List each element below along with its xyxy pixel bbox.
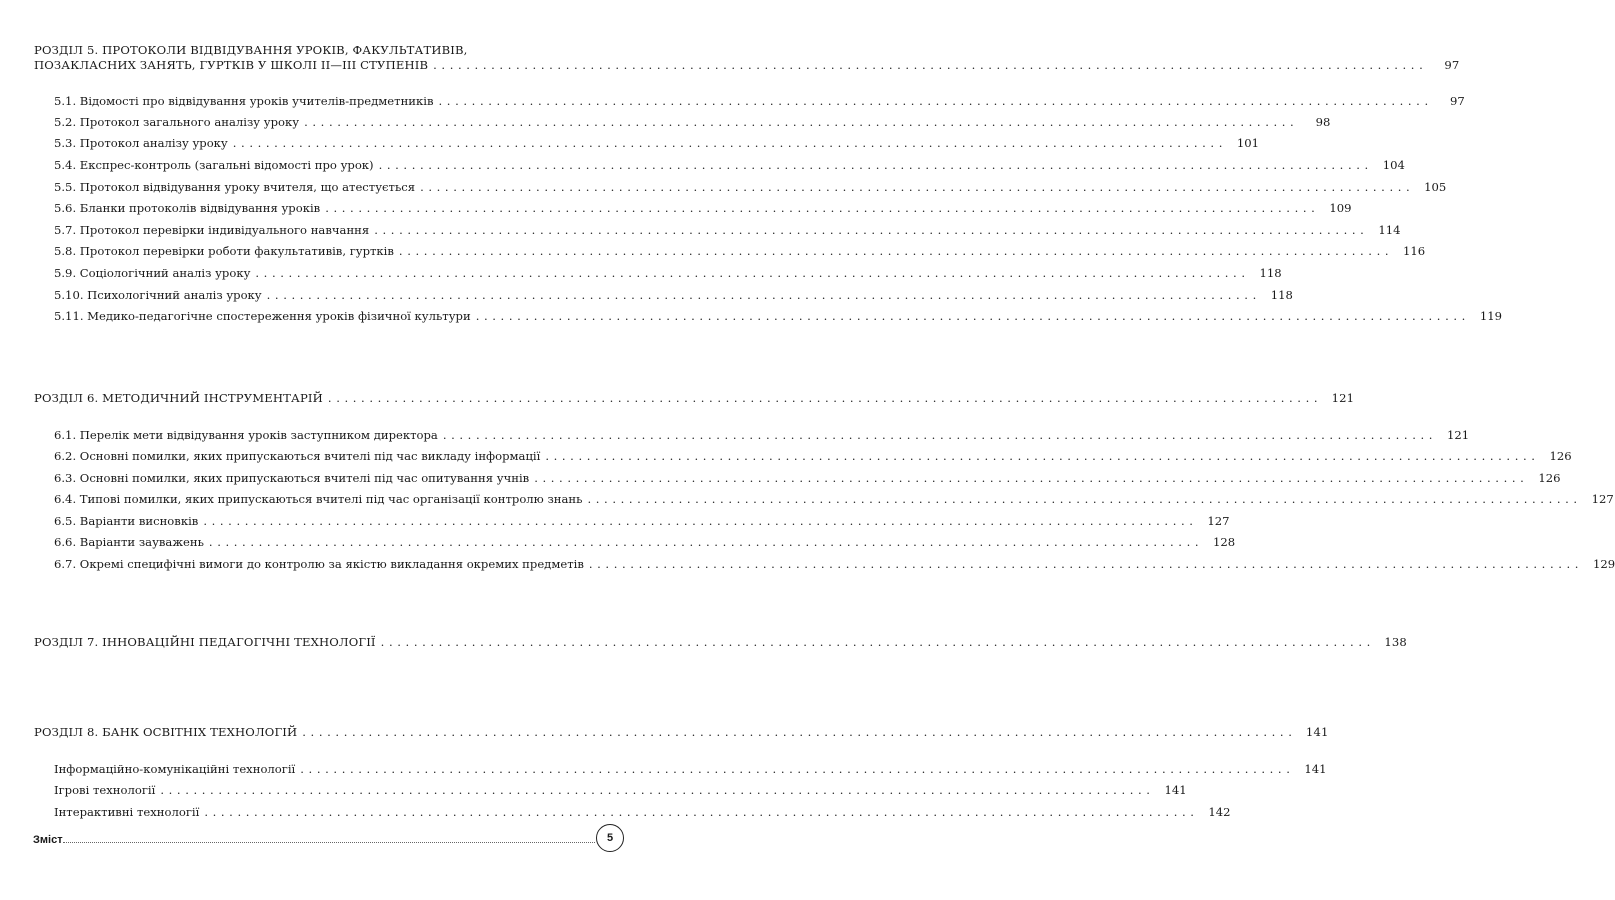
toc-entry-page: 141 — [1304, 762, 1327, 776]
toc-entry-5-5[interactable] — [54, 180, 1447, 194]
toc-entry-6-2[interactable] — [54, 449, 1572, 463]
toc-entry-label: 5.8. Протокол перевірки роботи факультативів, гуртків — [54, 244, 394, 258]
toc-entry-label: 5.1. Відомості про відвідування уроків учителів-предметників — [54, 94, 434, 108]
dot-leader: ........................................................................................................................ — [325, 201, 1320, 215]
toc-entry-label: 6.3. Основні помилки, яких припускаються вчителі під час опитування учнів — [54, 471, 530, 485]
toc-entry-8-2[interactable] — [54, 783, 1187, 797]
toc-entry-page: 119 — [1479, 309, 1502, 323]
toc-entry-label: Ігрові технології — [54, 783, 156, 797]
toc-entry-label: 5.10. Психологічний аналіз уроку — [54, 288, 262, 302]
footer-dotted-rule — [63, 842, 595, 843]
section-7-heading[interactable] — [34, 635, 1407, 649]
dot-leader: ........................................................................................................................ — [545, 449, 1540, 463]
toc-entry-6-7[interactable] — [54, 557, 1615, 571]
toc-entry-5-11[interactable] — [54, 309, 1502, 323]
dot-leader: ........................................................................................................................ — [300, 762, 1295, 776]
section-8-page: 141 — [1305, 725, 1329, 739]
toc-entry-5-10[interactable] — [54, 288, 1293, 302]
dot-leader: ........................................................................................................................ — [380, 635, 1375, 649]
toc-entry-page: 127 — [1207, 514, 1230, 528]
dot-leader: ........................................................................................................................ — [266, 288, 1261, 302]
section-5-title-line1: РОЗДІЛ 5. ПРОТОКОЛИ ВІДВІДУВАННЯ УРОКІВ, ФАКУЛЬТАТИВІВ, — [34, 43, 468, 57]
toc-entry-label: 6.2. Основні помилки, яких припускаються вчителі під час викладу інформації — [54, 449, 541, 463]
dot-leader: ........................................................................................................................ — [203, 514, 1198, 528]
dot-leader: ........................................................................................................................ — [208, 535, 1204, 549]
toc-entry-page: 114 — [1378, 223, 1401, 237]
dot-leader: ........................................................................................................................ — [398, 244, 1394, 258]
toc-entry-page: 141 — [1164, 783, 1187, 797]
toc-entry-label: 6.1. Перелік мети відвідування уроків заступником директора — [54, 428, 438, 442]
dot-leader: ........................................................................................................................ — [327, 391, 1323, 405]
toc-entry-5-9[interactable] — [54, 266, 1282, 280]
toc-entry-label: 5.7. Протокол перевірки індивідуального навчання — [54, 223, 370, 237]
toc-entry-page: 126 — [1538, 471, 1561, 485]
dot-leader: ........................................................................................................................ — [232, 136, 1227, 150]
page-number-badge: 5 — [596, 824, 624, 852]
toc-entry-page: 128 — [1213, 535, 1236, 549]
toc-entry-6-6[interactable] — [54, 535, 1236, 549]
section-5-page: 97 — [1444, 58, 1460, 72]
toc-entry-label: 6.6. Варіанти зауважень — [54, 535, 204, 549]
toc-entry-8-1[interactable] — [54, 762, 1327, 776]
toc-entry-label: 6.7. Окремі специфічні вимоги до контролю за якістю викладання окремих предметів — [54, 557, 584, 571]
toc-entry-label: 6.4. Типові помилки, яких припускаються вчителі під час організації контролю знань — [54, 492, 583, 506]
section-7-page: 138 — [1384, 635, 1407, 649]
toc-entry-6-1[interactable] — [54, 428, 1470, 442]
toc-entry-page: 118 — [1259, 266, 1282, 280]
toc-entry-5-7[interactable] — [54, 223, 1401, 237]
toc-entry-5-8[interactable] — [54, 244, 1426, 258]
toc-entry-6-5[interactable] — [54, 514, 1230, 528]
toc-entry-page: 118 — [1270, 288, 1293, 302]
toc-entry-5-4[interactable] — [54, 158, 1405, 172]
dot-leader: ........................................................................................................................ — [438, 94, 1433, 108]
section-8-heading[interactable] — [34, 725, 1329, 739]
toc-entry-page: 127 — [1591, 492, 1614, 506]
toc-entry-label: 5.3. Протокол аналізу уроку — [54, 136, 228, 150]
toc-entry-5-3[interactable] — [54, 136, 1259, 150]
section-7-title: РОЗДІЛ 7. ІННОВАЦІЙНІ ПЕДАГОГІЧНІ ТЕХНОЛОГІЇ — [34, 635, 376, 649]
section-6-page: 121 — [1331, 391, 1355, 405]
section-8-title: РОЗДІЛ 8. БАНК ОСВІТНІХ ТЕХНОЛОГІЙ — [34, 725, 298, 739]
toc-entry-page: 129 — [1592, 557, 1615, 571]
section-5-title-line2: ПОЗАКЛАСНИХ ЗАНЯТЬ, ГУРТКІВ У ШКОЛІ ІІ—ІІІ СТУПЕНІВ — [34, 58, 429, 72]
dot-leader: ........................................................................................................................ — [420, 180, 1415, 194]
dot-leader: ........................................................................................................................ — [160, 783, 1155, 797]
toc-entry-label: 5.11. Медико-педагогічне спостереження уроків фізичної культури — [54, 309, 471, 323]
dot-leader: ........................................................................................................................ — [304, 115, 1299, 129]
section-6-heading[interactable] — [34, 391, 1355, 405]
toc-entry-8-3[interactable] — [54, 805, 1231, 819]
toc-entry-page: 105 — [1424, 180, 1447, 194]
dot-leader: ........................................................................................................................ — [204, 805, 1199, 819]
toc-entry-page: 98 — [1315, 115, 1331, 129]
toc-entry-6-3[interactable] — [54, 471, 1561, 485]
toc-entry-page: 116 — [1403, 244, 1426, 258]
toc-entry-label: 5.9. Соціологічний аналіз уроку — [54, 266, 251, 280]
toc-entry-label: 5.2. Протокол загального аналізу уроку — [54, 115, 300, 129]
footer-title: Зміст — [33, 834, 63, 846]
dot-leader: ........................................................................................................................ — [378, 158, 1373, 172]
toc-entry-5-2[interactable] — [54, 115, 1331, 129]
toc-entry-page: 104 — [1382, 158, 1405, 172]
toc-entry-page: 126 — [1549, 449, 1572, 463]
toc-entry-6-4[interactable] — [54, 492, 1614, 506]
toc-entry-page: 109 — [1329, 201, 1352, 215]
dot-leader: ........................................................................................................................ — [534, 471, 1529, 485]
dot-leader: ........................................................................................................................ — [374, 223, 1369, 237]
dot-leader: ........................................................................................................................ — [255, 266, 1250, 280]
dot-leader: ........................................................................................................................ — [475, 309, 1470, 323]
toc-entry-5-1[interactable] — [54, 94, 1465, 108]
toc-entry-page: 121 — [1446, 428, 1470, 442]
toc-entry-label: 5.5. Протокол відвідування уроку вчителя, що атестується — [54, 180, 416, 194]
toc-entry-label: 5.4. Експрес-контроль (загальні відомості про урок) — [54, 158, 374, 172]
dot-leader: ........................................................................................................................ — [442, 428, 1438, 442]
toc-entry-page: 101 — [1236, 136, 1259, 150]
section-5-heading[interactable] — [34, 58, 1460, 72]
toc-entry-label: Інтерактивні технології — [54, 805, 200, 819]
dot-leader: ........................................................................................................................ — [588, 557, 1584, 571]
toc-entry-label: 5.6. Бланки протоколів відвідування уроків — [54, 201, 321, 215]
section-6-title: РОЗДІЛ 6. МЕТОДИЧНИЙ ІНСТРУМЕНТАРІЙ — [34, 391, 323, 405]
toc-entry-page: 97 — [1450, 94, 1465, 108]
toc-entry-label: 6.5. Варіанти висновків — [54, 514, 199, 528]
dot-leader: ........................................................................................................................ — [302, 725, 1297, 739]
dot-leader: ........................................................................................................................ — [433, 58, 1428, 72]
toc-entry-label: Інформаційно-комунікаційні технології — [54, 762, 296, 776]
toc-entry-5-6[interactable] — [54, 201, 1352, 215]
toc-entry-page: 142 — [1208, 805, 1231, 819]
dot-leader: ........................................................................................................................ — [587, 492, 1582, 506]
page-footer — [33, 826, 623, 856]
